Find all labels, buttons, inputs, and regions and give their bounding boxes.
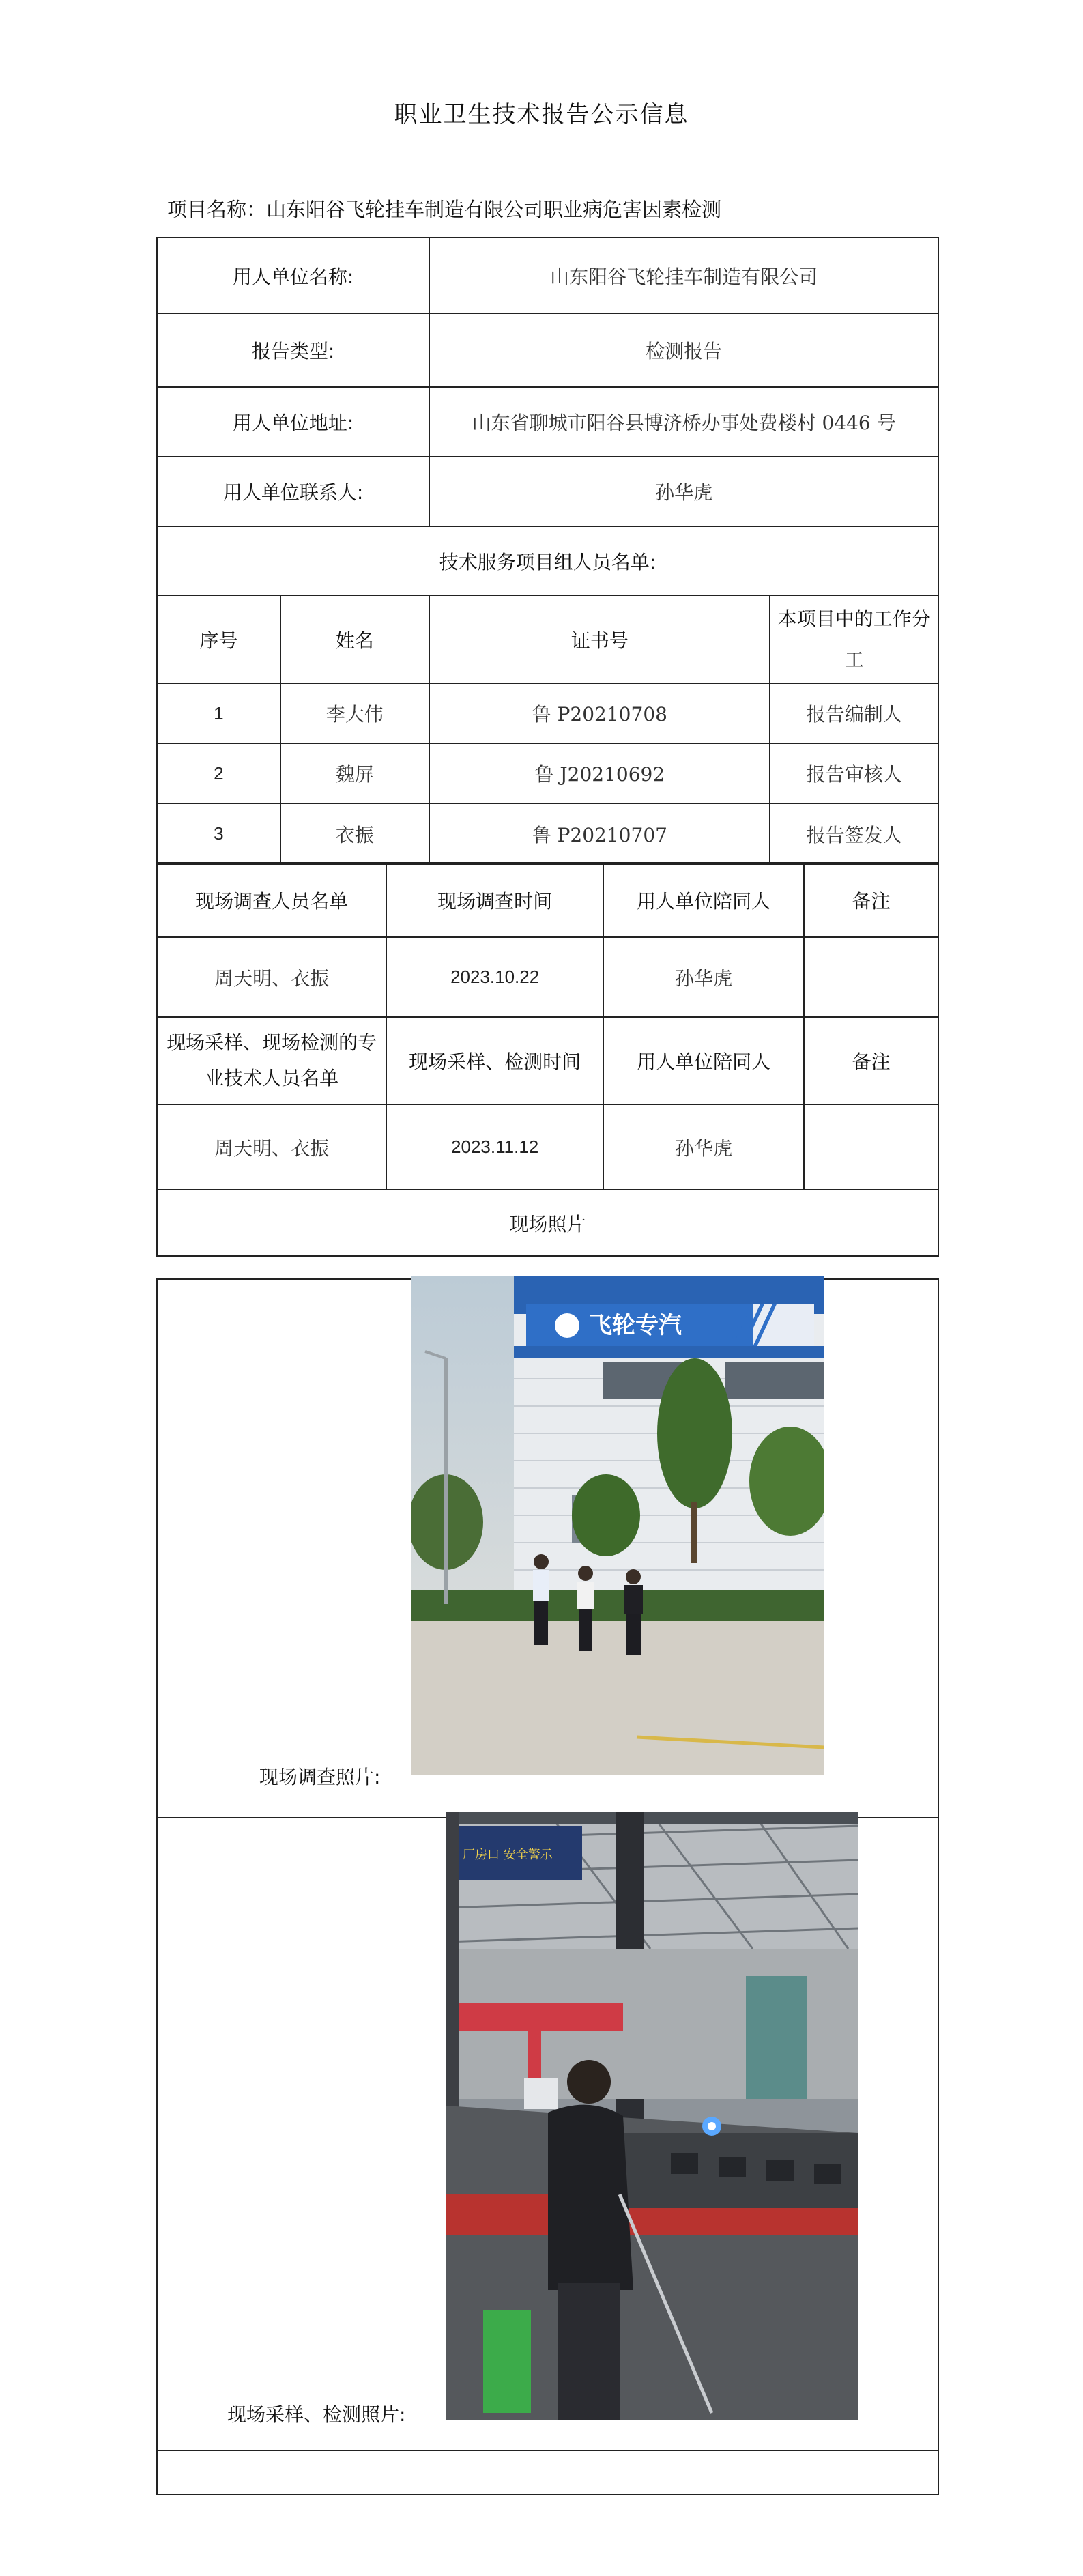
page-title: 职业卫生技术报告公示信息 — [394, 101, 689, 128]
team-row-role: 报告签发人 — [770, 803, 938, 864]
team-row-role: 报告审核人 — [770, 743, 938, 803]
team-row-name: 李大伟 — [280, 683, 430, 743]
col-header-cert: 证书号 — [429, 595, 770, 683]
team-row — [157, 683, 938, 743]
team-heading: 技术服务项目组人员名单: — [157, 526, 938, 595]
address-row — [157, 387, 938, 457]
site-survey-photo — [411, 1276, 824, 1775]
report-type-value: 检测报告 — [429, 313, 938, 387]
sampling-row — [157, 1104, 938, 1190]
survey-date: 2023.10.22 — [386, 937, 603, 1017]
team-row-name: 衣振 — [280, 803, 430, 864]
team-row-cert: 鲁 P20210708 — [429, 683, 770, 743]
sampling-header-row — [157, 1017, 938, 1104]
sampling-people: 周天明、衣振 — [157, 1104, 386, 1190]
employer-name-label: 用人单位名称: — [157, 238, 429, 313]
contact-row — [157, 457, 938, 526]
sampling-note-header: 备注 — [804, 1017, 938, 1104]
team-heading-row — [157, 526, 938, 595]
survey-escort: 孙华虎 — [603, 937, 804, 1017]
sampling-note — [804, 1104, 938, 1190]
report-info-table — [156, 237, 939, 865]
factory-banner-text: 厂房口 安全警示 — [463, 1848, 553, 1862]
team-row-no: 1 — [157, 683, 280, 743]
sampling-photo-label: 现场采样、检测照片: — [227, 2403, 406, 2426]
sampling-escort: 孙华虎 — [603, 1104, 804, 1190]
survey-note — [804, 937, 938, 1017]
building-sign-text: 飞轮专汽 — [589, 1312, 682, 1339]
team-row — [157, 803, 938, 864]
site-survey-illustration — [411, 1276, 824, 1775]
survey-header-row — [157, 863, 938, 937]
sampling-date: 2023.11.12 — [386, 1104, 603, 1190]
sampling-photo — [446, 1812, 858, 2420]
survey-note-header: 备注 — [804, 863, 938, 937]
address-value: 山东省聊城市阳谷县博济桥办事处费楼村 0446 号 — [429, 387, 938, 457]
employer-name-value: 山东阳谷飞轮挂车制造有限公司 — [429, 238, 938, 313]
team-row-no: 2 — [157, 743, 280, 803]
sampling-people-header: 现场采样、现场检测的专业技术人员名单 — [157, 1017, 386, 1104]
survey-photo-label: 现场调查照片: — [259, 1766, 381, 1788]
empty-row — [157, 2450, 938, 2495]
report-type-label: 报告类型: — [157, 313, 429, 387]
contact-label: 用人单位联系人: — [157, 457, 429, 526]
empty-cell — [157, 2450, 938, 2495]
team-row-no: 3 — [157, 803, 280, 864]
sampling-illustration — [446, 1812, 858, 2420]
project-name: 项目名称：山东阳谷飞轮挂车制造有限公司职业病危害因素检测 — [167, 198, 722, 221]
team-row — [157, 743, 938, 803]
survey-row — [157, 937, 938, 1017]
address-label: 用人单位地址: — [157, 387, 429, 457]
team-row-cert: 鲁 P20210707 — [429, 803, 770, 864]
col-header-role: 本项目中的工作分工 — [770, 595, 938, 683]
employer-name-row — [157, 238, 938, 313]
survey-date-header: 现场调查时间 — [386, 863, 603, 937]
survey-escort-header: 用人单位陪同人 — [603, 863, 804, 937]
contact-value: 孙华虎 — [429, 457, 938, 526]
survey-people-header: 现场调查人员名单 — [157, 863, 386, 937]
team-row-cert: 鲁 J20210692 — [429, 743, 770, 803]
photos-heading-row — [157, 1190, 938, 1256]
col-header-name: 姓名 — [280, 595, 430, 683]
col-header-no: 序号 — [157, 595, 280, 683]
team-row-name: 魏屏 — [280, 743, 430, 803]
sampling-date-header: 现场采样、检测时间 — [386, 1017, 603, 1104]
team-header-row — [157, 595, 938, 683]
team-row-role: 报告编制人 — [770, 683, 938, 743]
sampling-escort-header: 用人单位陪同人 — [603, 1017, 804, 1104]
report-type-row — [157, 313, 938, 387]
photos-heading: 现场照片 — [157, 1190, 938, 1256]
field-work-table — [156, 862, 939, 1257]
survey-people: 周天明、衣振 — [157, 937, 386, 1017]
